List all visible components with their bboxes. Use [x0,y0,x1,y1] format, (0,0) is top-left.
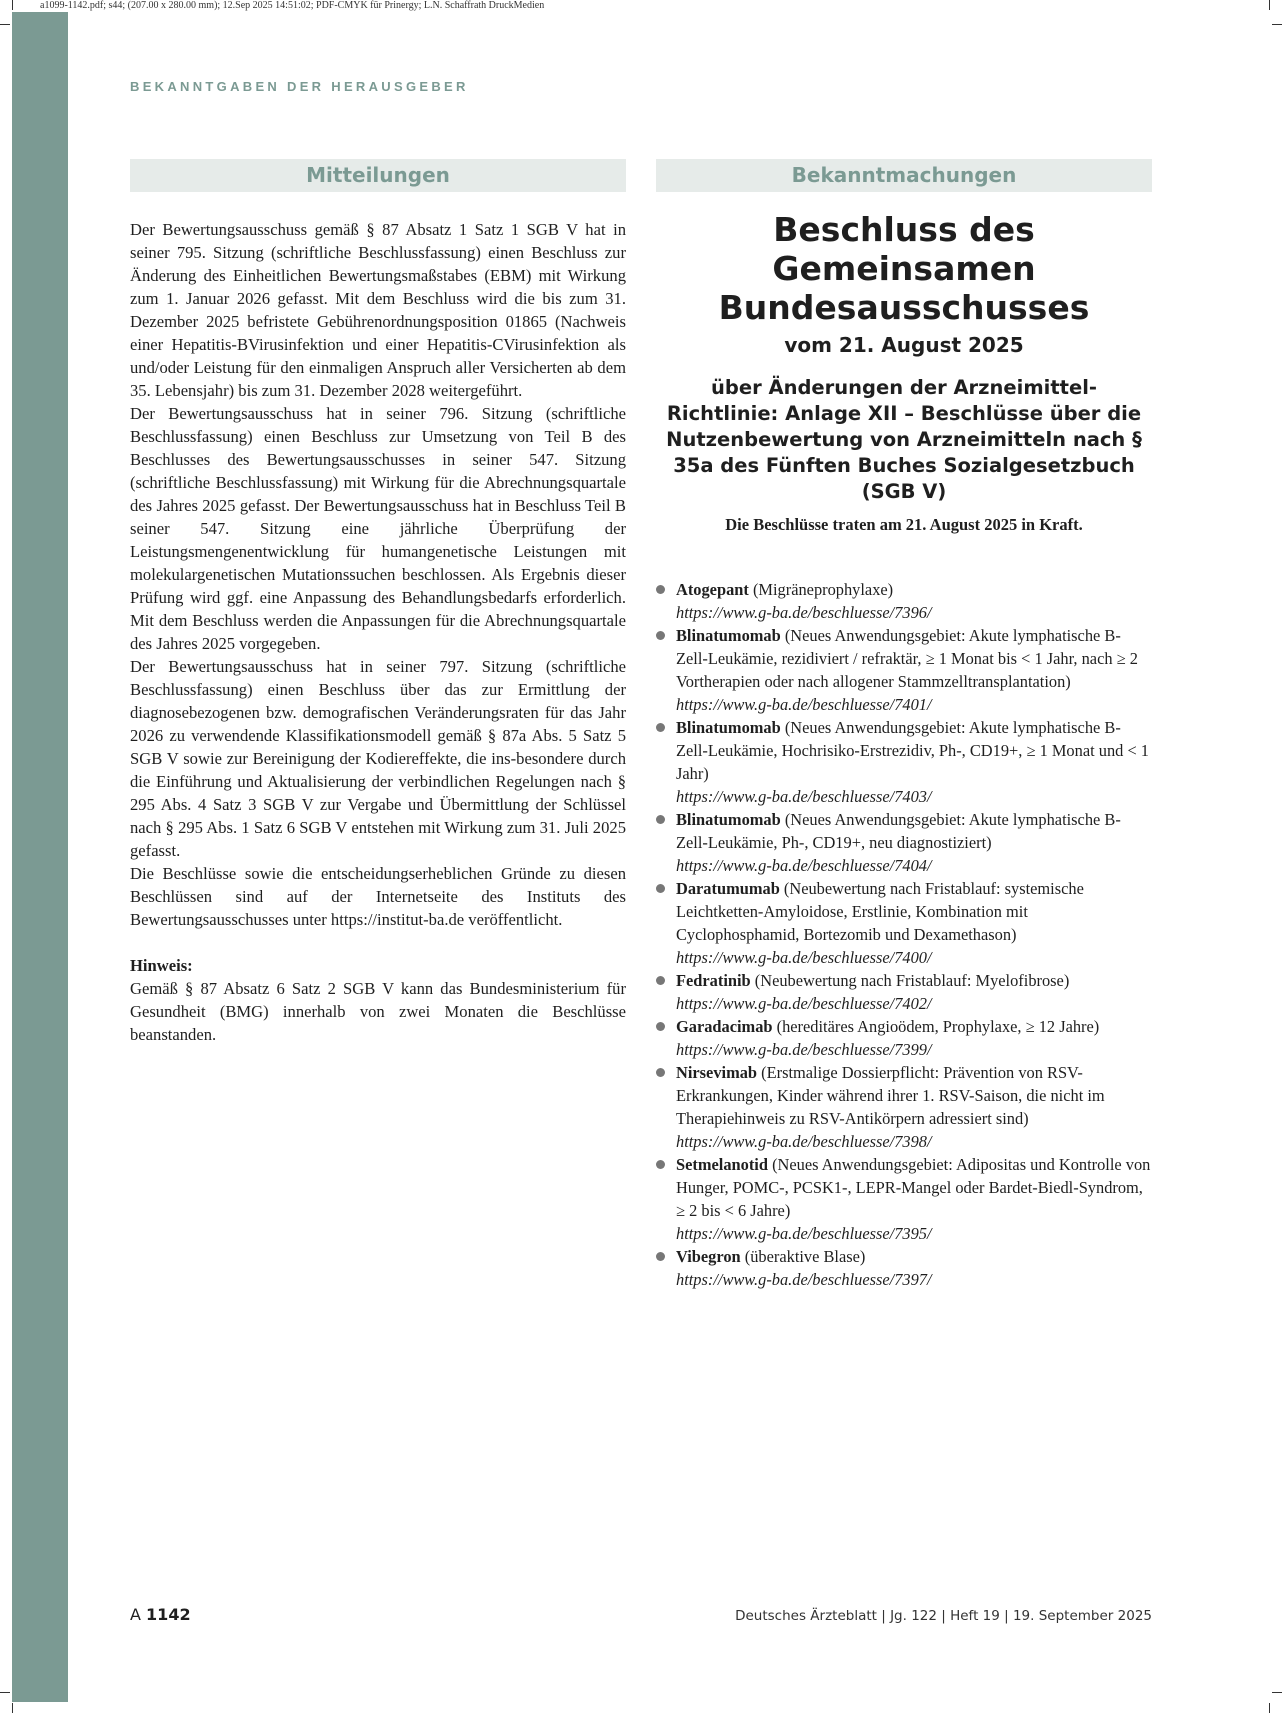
bekanntmachungen-column [656,210,1152,1291]
resolution-link[interactable]: https://www.g-ba.de/beschluesse/7402/ [676,994,932,1013]
resolution-link[interactable]: https://www.g-ba.de/beschluesse/7397/ [676,1270,932,1289]
drug-name: Atogepant [676,580,749,599]
list-item [656,969,1152,1015]
drug-name: Blinatumomab [676,718,781,737]
bullet-icon [656,631,665,640]
resolution-link[interactable]: https://www.g-ba.de/beschluesse/7396/ [676,603,932,622]
drug-name: Garadacimab [676,1017,773,1036]
bullet-icon [656,1022,665,1031]
list-item [656,624,1152,716]
paragraph: Der Bewertungsausschuss hat in seiner 796. Sitzung (schriftliche Beschlussfassung) einen Beschluss zur Umsetzung von Teil B des Beschlusses des Bewertungsausschusses in seiner 547. Sitzung (schriftliche Beschlussfassung) mit Wirkung für die Abrechnungsquartale des Jahres 2025 gefasst. Der Bewertungsausschuss hat in Beschluss Teil B seiner 547. Sitzung eine jährliche Überprüfung der Leistungsmengenentwicklung für humangenetische Leistungen mit molekulargenetischen Mutationssuchen beschlossen. Als Ergebnis dieser Prüfung wird ggf. eine Anpassung des Behandlungsbedarfs erforderlich. Mit dem Beschluss werden die Anpassungen für die Abrechnungsquartale des Jahres 2025 vorgegeben. [130,404,626,653]
print-info: a1099-1142.pdf; s44; (207.00 x 280.00 mm); 12.Sep 2025 14:51:02; PDF-CMYK für Prinergy; L.N. Schaffrath DruckMedien [40,0,545,11]
bullet-icon [656,976,665,985]
resolution-date: vom 21. August 2025 [784,333,1024,357]
resolution-link[interactable]: https://www.g-ba.de/beschluesse/7403/ [676,787,932,806]
right-column-heading: Bekanntmachungen [656,159,1152,192]
list-item [656,1061,1152,1153]
crop-mark [1272,1692,1282,1693]
crop-mark [1272,24,1282,25]
bullet-icon [656,585,665,594]
list-item [656,1245,1152,1291]
section-header: BEKANNTGABEN DER HERAUSGEBER [130,79,469,94]
drug-description: (Neues Anwendungsgebiet: Akute lymphatische B-Zell-Leukämie, Ph-, CD19+, neu diagnostiziert) [676,810,1121,852]
crop-mark [0,1692,10,1693]
bullet-icon [656,1160,665,1169]
drug-name: Fedratinib [676,971,751,990]
paragraph: Die Beschlüsse sowie die entscheidungserheblichen Gründe zu diesen Beschlüssen sind auf der Internetseite des Instituts des Bewertungsausschusses unter https://institut-ba.de veröffentlicht. [130,864,626,929]
mitteilungen-column [130,218,626,1046]
drug-description: (Neubewertung nach Fristablauf: Myelofibrose) [750,971,1070,990]
bullet-icon [656,815,665,824]
page-number-value: 1142 [146,1605,191,1624]
bullet-icon [656,723,665,732]
crop-mark [1269,0,1270,10]
drug-name: Setmelanotid [676,1155,768,1174]
hinweis-title: Hinweis: [130,956,193,975]
paragraph: Der Bewertungsausschuss hat in seiner 797. Sitzung (schriftliche Beschlussfassung) einen Beschluss über das zur Ermittlung der diagnosebezogenen bzw. demografischen Veränderungsraten für das Jahr 2026 zu verwendende Klassifikationsmodell gemäß § 87a Abs. 5 Satz 5 SGB V sowie zur Bereinigung der Kodiereffekte, die ins-besondere durch die Einführung und Aktualisierung der verbindlichen Regelungen nach § 295 Abs. 4 Satz 3 SGB V zur Vergabe und Übermittlung der Schlüssel nach § 295 Abs. 1 Satz 6 SGB V entstehen mit Wirkung zum 31. Juli 2025 gefasst. [130,657,626,860]
hinweis-text: Gemäß § 87 Absatz 6 Satz 2 SGB V kann das Bundesministerium für Gesundheit (BMG) innerhalb von zwei Monaten die Beschlüsse beanstanden. [130,979,626,1044]
page-number [130,1605,191,1624]
drug-name: Vibegron [676,1247,741,1266]
drug-name: Nirsevimab [676,1063,758,1082]
bullet-icon [656,1252,665,1261]
resolution-list [656,578,1152,1291]
list-item [656,808,1152,877]
list-item [656,1015,1152,1061]
effective-note: Die Beschlüsse traten am 21. August 2025 in Kraft. [725,515,1083,534]
resolution-link[interactable]: https://www.g-ba.de/beschluesse/7401/ [676,695,932,714]
crop-mark [12,0,13,10]
resolution-link[interactable]: https://www.g-ba.de/beschluesse/7399/ [676,1040,932,1059]
list-item [656,716,1152,808]
sidebar-band [12,12,68,1702]
resolution-link[interactable]: https://www.g-ba.de/beschluesse/7404/ [676,856,932,875]
resolution-link[interactable]: https://www.g-ba.de/beschluesse/7400/ [676,948,932,967]
bullet-icon [656,1068,665,1077]
left-column-heading: Mitteilungen [130,159,626,192]
list-item [656,1153,1152,1245]
resolution-link[interactable]: https://www.g-ba.de/beschluesse/7398/ [676,1132,932,1151]
drug-description: (Neues Anwendungsgebiet: Akute lymphatische B-Zell-Leukämie, Hochrisiko-Erstrezidiv, Ph-, CD19+, ≥ 1 Monat und < 1 Jahr) [676,718,1149,783]
drug-description: (hereditäres Angioödem, Prophylaxe, ≥ 12 Jahre) [772,1017,1100,1036]
page-prefix: A [130,1605,141,1624]
resolution-link[interactable]: https://www.g-ba.de/beschluesse/7395/ [676,1224,932,1243]
drug-description: (Migräneprophylaxe) [748,580,894,599]
drug-name: Blinatumomab [676,810,781,829]
list-item [656,578,1152,624]
drug-description: (überaktive Blase) [740,1247,866,1266]
drug-name: Daratumumab [676,879,780,898]
list-item [656,877,1152,969]
drug-description: (Erstmalige Dossierpflicht: Prävention von RSV-Erkrankungen, Kinder während ihrer 1. RSV-Saison, die nicht im Therapiehinweis zu RSV-Antikörpern adressiert sind) [676,1063,1105,1128]
drug-name: Blinatumomab [676,626,781,645]
crop-mark [0,24,10,25]
drug-description: (Neues Anwendungsgebiet: Akute lymphatische B-Zell-Leukämie, rezidiviert / refraktär, ≥ 1 Monat bis < 1 Jahr, nach ≥ 2 Vortherapien oder nach allogener Stammzelltransplantation) [676,626,1138,691]
bullet-icon [656,884,665,893]
drug-description: (Neubewertung nach Fristablauf: systemische Leichtketten-Amyloidose, Erstlinie, Kombination mit Cyclophosphamid, Bortezomib und Dexamethason) [676,879,1084,944]
crop-mark [12,1703,13,1713]
journal-citation: Deutsches Ärzteblatt | Jg. 122 | Heft 19 | 19. September 2025 [735,1608,1152,1624]
paragraph: Der Bewertungsausschuss gemäß § 87 Absatz 1 Satz 1 SGB V hat in seiner 795. Sitzung (schriftliche Beschlussfassung) einen Beschluss zur Änderung des Einheitlichen Bewertungsmaßstabes (EBM) mit Wirkung zum 1. Januar 2026 gefasst. Mit dem Beschluss wird die bis zum 31. Dezember 2025 befristete Gebührenordnungsposition 01865 (Nachweis einer Hepatitis-BVirusinfektion und einer Hepatitis-CVirusinfektion als und/oder Leistung für den einmaligen Anspruch aller Versicherten ab dem 35. Lebensjahr) bis zum 31. Dezember 2028 weitergeführt. [130,220,626,400]
drug-description: (Neues Anwendungsgebiet: Adipositas und Kontrolle von Hunger, POMC-, PCSK1-, LEPR-Mangel oder Bardet-Biedl-Syndrom, ≥ 2 bis < 6 Jahre) [676,1155,1151,1220]
crop-mark [1269,1703,1270,1713]
resolution-title: Beschluss des Gemeinsamen Bundesausschusses [718,210,1090,327]
resolution-subtitle: über Änderungen der Arzneimittel-Richtlinie: Anlage XII – Beschlüsse über die Nutzenbewertung von Arzneimitteln nach § 35a des Fünften Buches Sozialgesetzbuch (SGB V) [666,376,1142,503]
